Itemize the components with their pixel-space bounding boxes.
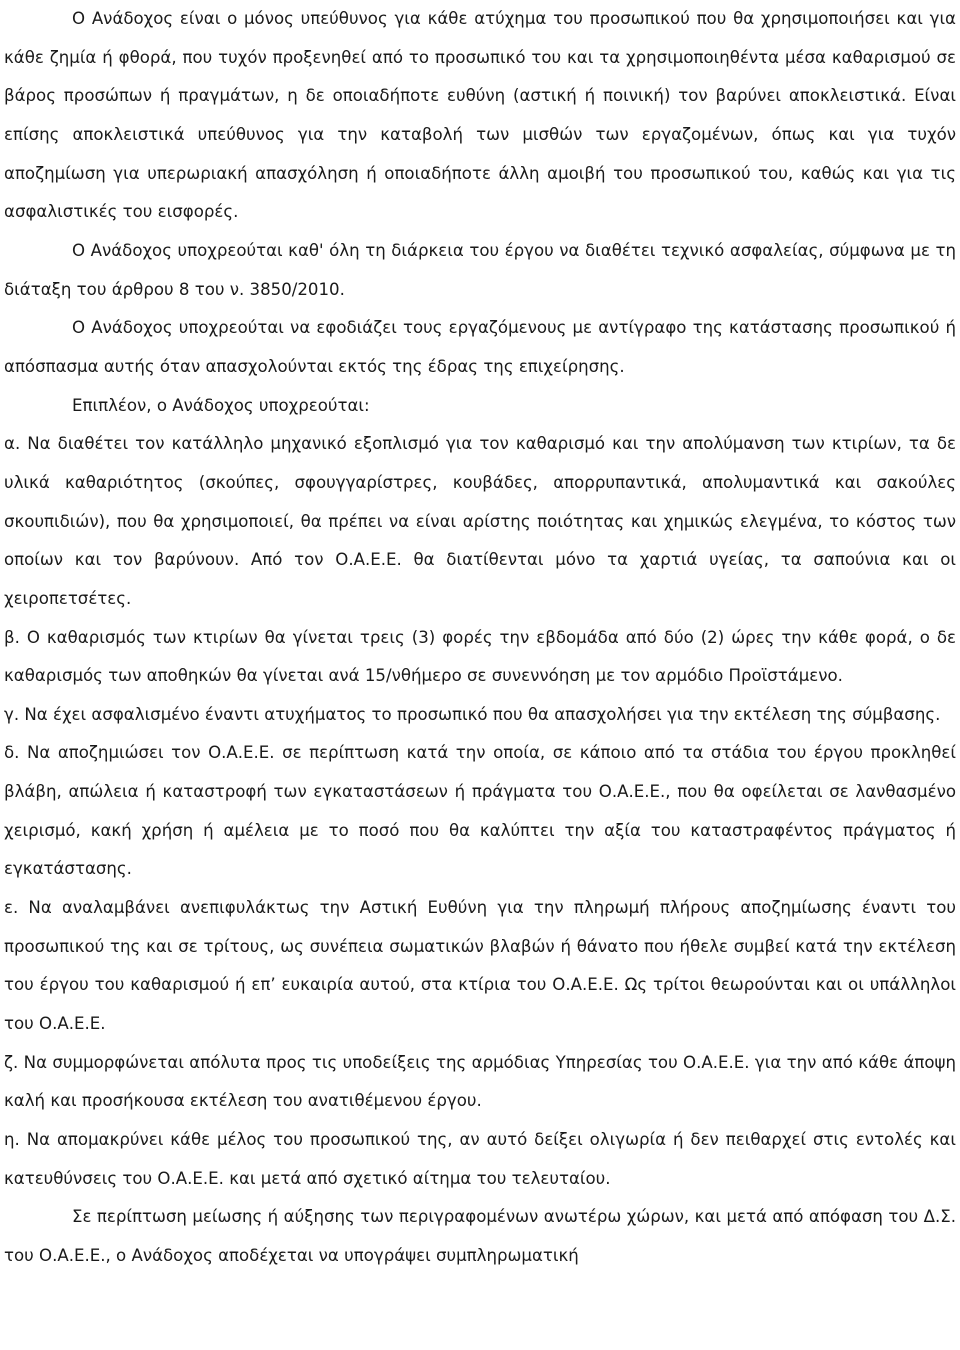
list-item-e-civil-liability: ε. Να αναλαμβάνει ανεπιφυλάκτως την Αστική Ευθύνη για την πληρωμή πλήρους αποζημίωσης έναντι του προσωπικού της και σε τρίτους, ως συνέπεια σωματικών βλαβών ή θάνατο που ήθελε συμβεί κατά την εκτέλεση του έργου του καθαρισμού ή επ’ ευκαιρία αυτού, στα κτίρια του Ο.Α.Ε.Ε. Ως τρίτοι θεωρούνται και οι υπάλληλοι του Ο.Α.Ε.Ε. bbox=[4, 898, 956, 1034]
list-item-b-cleaning-schedule: β. Ο καθαρισμός των κτιρίων θα γίνεται τρεις (3) φορές την εβδομάδα από δύο (2) ώρες την κάθε φορά, ο δε καθαρισμός των αποθηκών θα γίνεται ανά 15/νθήμερο σε συνεννόηση με τον αρμόδιο Προϊστάμενο. bbox=[4, 627, 956, 686]
paragraph-staff-list: Ο Ανάδοχος υποχρεούται να εφοδιάζει τους εργαζόμενους με αντίγραφο της κατάστασης προσωπικού ή απόσπασμα αυτής όταν απασχολούνται εκτός της έδρας της επιχείρησης. bbox=[4, 318, 956, 376]
list-item-a-equipment: α. Να διαθέτει τον κατάλληλο μηχανικό εξοπλισμό για τον καθαρισμό και την απολύμανση των κτιρίων, τα δε υλικά καθαριότητος (σκούπες, σφουγγαρίστρες, κουβάδες, απορρυπαντικά, απολυμαντικά και σακούλες σκουπιδιών), που θα χρησιμοποιεί, θα πρέπει να είναι αρίστης ποιότητας και χημικώς ελεγμένα, το κόστος των οποίων και τον βαρύνουν. Από τον Ο.Α.Ε.Ε. θα διατίθενται μόνο τα χαρτιά υγείας, τα σαπούνια και οι χειροπετσέτες. bbox=[4, 434, 956, 608]
paragraph-safety-technician: Ο Ανάδοχος υποχρεούται καθ' όλη τη διάρκεια του έργου να διαθέτει τεχνικό ασφαλείας, σύμφωνα με τη διάταξη του άρθρου 8 του ν. 3850/2010. bbox=[4, 240, 956, 299]
list-item-d-compensation: δ. Να αποζημιώσει τον Ο.Α.Ε.Ε. σε περίπτωση κατά την οποία, σε κάποιο από τα στάδια του έργου προκληθεί βλάβη, απώλεια ή καταστροφή των εγκαταστάσεων ή πράγματα του Ο.Α.Ε.Ε., που θα οφείλεται σε λανθασμένο χειρισμό, κακή χρήση ή αμέλεια με το ποσό που θα καλύπτει την αξία του καταστραφέντος πράγματος ή εγκατάστασης. bbox=[4, 743, 956, 879]
list-item-h-staff-removal: η. Να απομακρύνει κάθε μέλος του προσωπικού της, αν αυτό δείξει ολιγωρία ή δεν πειθαρχεί στις εντολές και κατευθύνσεις του Ο.Α.Ε.Ε. και μετά από σχετικό αίτημα του τελευταίου. bbox=[4, 1130, 956, 1188]
paragraph-contractor-liability: Ο Ανάδοχος είναι ο μόνος υπεύθυνος για κάθε ατύχημα του προσωπικού που θα χρησιμοποιήσει και για κάθε ζημία ή φθορά, που τυχόν προξενηθεί από το προσωπικό του και τα χρησιμοποιηθέντα μέσα καθαρισμού σε βάρος προσώπων ή πραγμάτων, η δε οποιαδήποτε ευθύνη (αστική ή ποινική) τον βαρύνει αποκλειστικά. Είναι επίσης αποκλειστικά υπεύθυνος για την καταβολή των μισθών των εργαζομένων, όπως και για τυχόν αποζημίωση για υπερωριακή απασχόληση ή οποιαδήποτε άλλη αμοιβή του προσωπικού του, καθώς και για τις ασφαλιστικές του εισφορές. bbox=[4, 9, 956, 222]
list-item-z-compliance: ζ. Να συμμορφώνεται απόλυτα προς τις υποδείξεις της αρμόδιας Υπηρεσίας του Ο.Α.Ε.Ε. για την από κάθε άποψη καλή και προσήκουσα εκτέλεση του ανατιθέμενου έργου. bbox=[4, 1052, 956, 1111]
list-item-c-insurance: γ. Να έχει ασφαλισμένο έναντι ατυχήματος το προσωπικό που θα απασχολήσει για την εκτέλεση της σύμβασης. bbox=[4, 704, 941, 724]
document-page bbox=[4, 0, 956, 1276]
paragraph-space-change: Σε περίπτωση μείωσης ή αύξησης των περιγραφομένων ανωτέρω χώρων, και μετά από απόφαση του Δ.Σ. του Ο.Α.Ε.Ε., ο Ανάδοχος αποδέχεται να υπογράψει συμπληρωματική bbox=[4, 1207, 956, 1265]
paragraph-additional-obligations: Επιπλέον, ο Ανάδοχος υποχρεούται: bbox=[72, 395, 370, 415]
